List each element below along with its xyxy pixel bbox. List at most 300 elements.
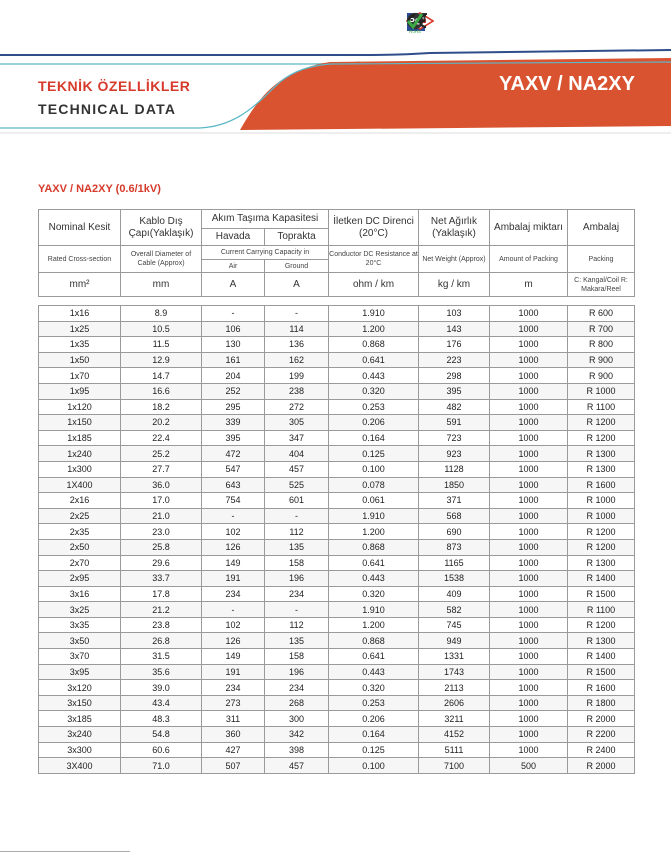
cell-packing: R 2200 [568, 727, 635, 743]
cell-resistance: 0.164 [329, 727, 419, 743]
cell-resistance: 0.868 [329, 633, 419, 649]
cell-amount: 1000 [490, 446, 568, 462]
cell-ground-current: 234 [265, 586, 329, 602]
cell-diameter: 11.5 [121, 337, 202, 353]
cell-weight: 1165 [419, 555, 490, 571]
header-current-carrying: Current Carrying Capacity in [202, 246, 329, 260]
unit-ground: A [265, 273, 329, 297]
table-row [39, 493, 635, 509]
certification-logos [406, 12, 434, 36]
table-row [39, 586, 635, 602]
table-row [39, 477, 635, 493]
cell-weight: 568 [419, 508, 490, 524]
cell-weight: 1128 [419, 461, 490, 477]
cell-packing: R 1200 [568, 430, 635, 446]
svg-text:PC: PC [408, 16, 422, 27]
cell-weight: 7100 [419, 758, 490, 774]
cell-resistance: 1.910 [329, 508, 419, 524]
cell-packing: R 1200 [568, 539, 635, 555]
table-row [39, 742, 635, 758]
cell-resistance: 0.641 [329, 555, 419, 571]
cell-section: 3x185 [39, 711, 121, 727]
cell-resistance: 1.910 [329, 306, 419, 322]
cell-air-current: - [202, 306, 265, 322]
cell-ground-current: 525 [265, 477, 329, 493]
cell-amount: 1000 [490, 383, 568, 399]
table-row [39, 758, 635, 774]
cell-air-current: 472 [202, 446, 265, 462]
header-conductor-resistance: Conductor DC Resistance at 20°C [329, 246, 419, 273]
cell-weight: 103 [419, 306, 490, 322]
cell-section: 1x35 [39, 337, 121, 353]
table-row [39, 555, 635, 571]
cell-packing: R 2000 [568, 711, 635, 727]
header-amount-of-packing: Amount of Packing [490, 246, 568, 273]
cell-air-current: 204 [202, 368, 265, 384]
cell-amount: 1000 [490, 508, 568, 524]
cell-resistance: 0.443 [329, 368, 419, 384]
cell-section: 2x25 [39, 508, 121, 524]
cell-weight: 690 [419, 524, 490, 540]
cell-ground-current: 196 [265, 664, 329, 680]
cell-diameter: 10.5 [121, 321, 202, 337]
cell-diameter: 21.2 [121, 602, 202, 618]
cell-section: 3x70 [39, 649, 121, 665]
table-row [39, 633, 635, 649]
cell-weight: 591 [419, 415, 490, 431]
cell-amount: 1000 [490, 430, 568, 446]
cell-air-current: 191 [202, 664, 265, 680]
unit-air: A [202, 273, 265, 297]
table-row [39, 399, 635, 415]
cell-air-current: 273 [202, 695, 265, 711]
cell-resistance: 0.443 [329, 664, 419, 680]
table-row [39, 602, 635, 618]
table-subtitle: YAXV / NA2XY (0.6/1kV) [38, 183, 161, 195]
table-row [39, 649, 635, 665]
cell-ground-current: 268 [265, 695, 329, 711]
header-rated-cross-section: Rated Cross-section [39, 246, 121, 273]
cell-resistance: 0.206 [329, 415, 419, 431]
table-row [39, 337, 635, 353]
cell-amount: 1000 [490, 727, 568, 743]
cell-resistance: 0.125 [329, 742, 419, 758]
cell-packing: R 1200 [568, 415, 635, 431]
cell-section: 3x95 [39, 664, 121, 680]
header-overall-diameter: Overall Diameter of Cable (Approx) [121, 246, 202, 273]
cell-packing: R 900 [568, 368, 635, 384]
header-packing: Ambalaj [568, 210, 635, 246]
cell-air-current: 295 [202, 399, 265, 415]
cell-diameter: 27.7 [121, 461, 202, 477]
cell-resistance: 0.253 [329, 695, 419, 711]
page-header [0, 0, 671, 140]
cell-amount: 500 [490, 758, 568, 774]
cell-resistance: 0.061 [329, 493, 419, 509]
cell-ground-current: 300 [265, 711, 329, 727]
cell-section: 2x50 [39, 539, 121, 555]
cell-amount: 1000 [490, 321, 568, 337]
cell-section: 1X400 [39, 477, 121, 493]
cell-section: 1x70 [39, 368, 121, 384]
cell-weight: 582 [419, 602, 490, 618]
svg-text:RoHS: RoHS [408, 29, 422, 34]
cell-packing: R 600 [568, 306, 635, 322]
cell-resistance: 0.641 [329, 649, 419, 665]
cell-weight: 1331 [419, 649, 490, 665]
cell-resistance: 0.320 [329, 680, 419, 696]
cell-diameter: 35.6 [121, 664, 202, 680]
header-diameter: Kablo Dış Çapı(Yaklaşık) [121, 210, 202, 246]
header-weight: Net Ağırlık (Yaklaşık) [419, 210, 490, 246]
cell-weight: 143 [419, 321, 490, 337]
cell-diameter: 22.4 [121, 430, 202, 446]
cell-air-current: - [202, 602, 265, 618]
cell-section: 2x95 [39, 571, 121, 587]
cell-diameter: 23.8 [121, 617, 202, 633]
cell-diameter: 20.2 [121, 415, 202, 431]
cell-diameter: 36.0 [121, 477, 202, 493]
cell-weight: 409 [419, 586, 490, 602]
cell-packing: R 1800 [568, 695, 635, 711]
cell-amount: 1000 [490, 633, 568, 649]
cell-section: 3X400 [39, 758, 121, 774]
cell-air-current: 427 [202, 742, 265, 758]
cell-resistance: 1.200 [329, 321, 419, 337]
cell-section: 3x16 [39, 586, 121, 602]
cell-diameter: 17.0 [121, 493, 202, 509]
unit-section: mm² [39, 273, 121, 297]
cell-weight: 2113 [419, 680, 490, 696]
cell-packing: R 1100 [568, 602, 635, 618]
cell-ground-current: 158 [265, 649, 329, 665]
cell-packing: R 1400 [568, 571, 635, 587]
table-row [39, 306, 635, 322]
cell-air-current: 130 [202, 337, 265, 353]
cell-air-current: 126 [202, 633, 265, 649]
cell-air-current: 360 [202, 727, 265, 743]
cell-air-current: 234 [202, 680, 265, 696]
cell-ground-current: 196 [265, 571, 329, 587]
cell-diameter: 31.5 [121, 649, 202, 665]
cell-weight: 482 [419, 399, 490, 415]
cell-resistance: 0.641 [329, 352, 419, 368]
cell-ground-current: 398 [265, 742, 329, 758]
cell-ground-current: 347 [265, 430, 329, 446]
table-row [39, 727, 635, 743]
cell-diameter: 16.6 [121, 383, 202, 399]
cell-amount: 1000 [490, 649, 568, 665]
cell-weight: 3211 [419, 711, 490, 727]
table-row [39, 321, 635, 337]
table-header [39, 210, 635, 297]
cell-diameter: 12.9 [121, 352, 202, 368]
cell-weight: 873 [419, 539, 490, 555]
table-row [39, 711, 635, 727]
cell-air-current: 102 [202, 524, 265, 540]
cell-packing: R 1100 [568, 399, 635, 415]
cell-diameter: 29.6 [121, 555, 202, 571]
unit-weight: kg / km [419, 273, 490, 297]
cell-diameter: 18.2 [121, 399, 202, 415]
cell-packing: R 1200 [568, 524, 635, 540]
cell-resistance: 0.320 [329, 383, 419, 399]
cell-ground-current: 342 [265, 727, 329, 743]
cell-amount: 1000 [490, 524, 568, 540]
cell-resistance: 0.078 [329, 477, 419, 493]
cell-section: 3x50 [39, 633, 121, 649]
table-row [39, 539, 635, 555]
cell-weight: 1850 [419, 477, 490, 493]
header-resistance: İletken DC Direnci (20°C) [329, 210, 419, 246]
cell-air-current: 339 [202, 415, 265, 431]
table-row [39, 695, 635, 711]
table-row [39, 524, 635, 540]
table-row [39, 617, 635, 633]
cell-air-current: 149 [202, 649, 265, 665]
cell-amount: 1000 [490, 493, 568, 509]
cell-packing: R 1300 [568, 555, 635, 571]
cell-section: 1x50 [39, 352, 121, 368]
cell-diameter: 25.8 [121, 539, 202, 555]
cell-amount: 1000 [490, 742, 568, 758]
cell-air-current: 102 [202, 617, 265, 633]
cell-section: 1x16 [39, 306, 121, 322]
header-packing-amount: Ambalaj miktarı [490, 210, 568, 246]
cell-resistance: 0.253 [329, 399, 419, 415]
cell-air-current: 126 [202, 539, 265, 555]
cell-weight: 298 [419, 368, 490, 384]
cell-amount: 1000 [490, 415, 568, 431]
cell-amount: 1000 [490, 306, 568, 322]
cell-resistance: 0.443 [329, 571, 419, 587]
cell-weight: 1538 [419, 571, 490, 587]
header-current-capacity: Akım Taşıma Kapasitesi [202, 210, 329, 229]
cell-ground-current: 136 [265, 337, 329, 353]
header-air-en: Air [202, 260, 265, 273]
cell-packing: R 1500 [568, 586, 635, 602]
cell-diameter: 23.0 [121, 524, 202, 540]
cell-section: 3x25 [39, 602, 121, 618]
header-nominal-section: Nominal Kesit [39, 210, 121, 246]
cell-amount: 1000 [490, 368, 568, 384]
cell-weight: 371 [419, 493, 490, 509]
header-graphic [0, 0, 671, 140]
cell-packing: R 1400 [568, 649, 635, 665]
cell-air-current: 643 [202, 477, 265, 493]
cell-amount: 1000 [490, 711, 568, 727]
cell-diameter: 21.0 [121, 508, 202, 524]
cell-section: 3x120 [39, 680, 121, 696]
cell-ground-current: 238 [265, 383, 329, 399]
cell-resistance: 0.868 [329, 539, 419, 555]
table-body [39, 306, 635, 774]
cell-packing: R 1000 [568, 508, 635, 524]
cell-diameter: 43.4 [121, 695, 202, 711]
cell-air-current: 754 [202, 493, 265, 509]
cell-resistance: 0.868 [329, 337, 419, 353]
table-row [39, 664, 635, 680]
cell-section: 1x25 [39, 321, 121, 337]
cell-ground-current: 135 [265, 539, 329, 555]
cell-packing: R 1000 [568, 493, 635, 509]
cell-diameter: 25.2 [121, 446, 202, 462]
cell-resistance: 0.125 [329, 446, 419, 462]
cell-amount: 1000 [490, 664, 568, 680]
cell-amount: 1000 [490, 539, 568, 555]
cell-weight: 176 [419, 337, 490, 353]
cell-diameter: 39.0 [121, 680, 202, 696]
table-row [39, 368, 635, 384]
table-row [39, 383, 635, 399]
cell-packing: R 1600 [568, 477, 635, 493]
cell-resistance: 1.200 [329, 617, 419, 633]
cell-amount: 1000 [490, 337, 568, 353]
cell-weight: 5111 [419, 742, 490, 758]
cell-weight: 2606 [419, 695, 490, 711]
cell-ground-current: 114 [265, 321, 329, 337]
table-row [39, 508, 635, 524]
cell-weight: 923 [419, 446, 490, 462]
cell-air-current: 311 [202, 711, 265, 727]
packing-legend: C: Kangal/Coil R: Makara/Reel [568, 273, 635, 297]
cell-air-current: 161 [202, 352, 265, 368]
cell-packing: R 1600 [568, 680, 635, 696]
cell-amount: 1000 [490, 602, 568, 618]
cell-packing: R 1500 [568, 664, 635, 680]
cell-amount: 1000 [490, 555, 568, 571]
cell-ground-current: 199 [265, 368, 329, 384]
unit-diameter: mm [121, 273, 202, 297]
header-air: Havada [202, 229, 265, 246]
cell-resistance: 0.164 [329, 430, 419, 446]
cell-ground-current: 457 [265, 758, 329, 774]
cell-ground-current: - [265, 306, 329, 322]
title-english: TECHNICAL DATA [38, 101, 177, 117]
cell-ground-current: 112 [265, 617, 329, 633]
cell-section: 1x120 [39, 399, 121, 415]
header-packing-en: Packing [568, 246, 635, 273]
cell-weight: 223 [419, 352, 490, 368]
cell-section: 1x300 [39, 461, 121, 477]
cell-ground-current: 404 [265, 446, 329, 462]
cell-packing: R 1000 [568, 383, 635, 399]
table-row [39, 461, 635, 477]
cell-ground-current: 112 [265, 524, 329, 540]
cell-section: 3x240 [39, 727, 121, 743]
title-turkish: TEKNİK ÖZELLİKLER [38, 78, 191, 94]
cell-amount: 1000 [490, 352, 568, 368]
cell-ground-current: 135 [265, 633, 329, 649]
cell-resistance: 0.320 [329, 586, 419, 602]
cell-packing: R 1300 [568, 461, 635, 477]
cell-amount: 1000 [490, 477, 568, 493]
cell-resistance: 0.206 [329, 711, 419, 727]
cell-ground-current: 305 [265, 415, 329, 431]
cell-diameter: 48.3 [121, 711, 202, 727]
cell-diameter: 17.8 [121, 586, 202, 602]
cell-air-current: 149 [202, 555, 265, 571]
cell-diameter: 8.9 [121, 306, 202, 322]
table-row [39, 352, 635, 368]
cell-section: 1x95 [39, 383, 121, 399]
cell-section: 1x150 [39, 415, 121, 431]
cell-air-current: 234 [202, 586, 265, 602]
footer-line [0, 851, 130, 852]
cell-weight: 723 [419, 430, 490, 446]
cell-resistance: 1.910 [329, 602, 419, 618]
cell-air-current: 252 [202, 383, 265, 399]
cell-amount: 1000 [490, 680, 568, 696]
cell-air-current: 191 [202, 571, 265, 587]
cell-air-current: 395 [202, 430, 265, 446]
cell-diameter: 71.0 [121, 758, 202, 774]
cell-air-current: - [202, 508, 265, 524]
cell-section: 3x150 [39, 695, 121, 711]
cell-ground-current: - [265, 508, 329, 524]
cell-ground-current: 601 [265, 493, 329, 509]
table-gap [39, 297, 635, 306]
cell-diameter: 26.8 [121, 633, 202, 649]
cell-amount: 1000 [490, 695, 568, 711]
cell-section: 3x300 [39, 742, 121, 758]
cell-weight: 395 [419, 383, 490, 399]
cell-air-current: 547 [202, 461, 265, 477]
cell-section: 2x70 [39, 555, 121, 571]
cell-section: 2x16 [39, 493, 121, 509]
unit-resistance: ohm / km [329, 273, 419, 297]
cell-ground-current: - [265, 602, 329, 618]
cell-packing: R 1300 [568, 633, 635, 649]
table-row [39, 680, 635, 696]
table-row [39, 571, 635, 587]
table-row [39, 415, 635, 431]
cell-air-current: 106 [202, 321, 265, 337]
cell-ground-current: 272 [265, 399, 329, 415]
cell-amount: 1000 [490, 617, 568, 633]
cell-ground-current: 162 [265, 352, 329, 368]
cell-diameter: 60.6 [121, 742, 202, 758]
unit-amount: m [490, 273, 568, 297]
cell-section: 1x240 [39, 446, 121, 462]
cell-weight: 949 [419, 633, 490, 649]
cell-packing: R 700 [568, 321, 635, 337]
cell-air-current: 507 [202, 758, 265, 774]
header-ground: Toprakta [265, 229, 329, 246]
product-name: YAXV / NA2XY [499, 73, 635, 95]
table-row [39, 430, 635, 446]
header-ground-en: Ground [265, 260, 329, 273]
cell-packing: R 2400 [568, 742, 635, 758]
cell-resistance: 0.100 [329, 758, 419, 774]
cell-amount: 1000 [490, 571, 568, 587]
cell-ground-current: 158 [265, 555, 329, 571]
cell-resistance: 0.100 [329, 461, 419, 477]
cell-section: 1x185 [39, 430, 121, 446]
cell-diameter: 14.7 [121, 368, 202, 384]
cell-packing: R 2000 [568, 758, 635, 774]
cell-packing: R 1200 [568, 617, 635, 633]
cell-packing: R 800 [568, 337, 635, 353]
cell-weight: 4152 [419, 727, 490, 743]
cell-packing: R 1300 [568, 446, 635, 462]
cell-section: 2x35 [39, 524, 121, 540]
table-row [39, 446, 635, 462]
technical-data-table [38, 209, 635, 774]
cell-amount: 1000 [490, 461, 568, 477]
cell-packing: R 900 [568, 352, 635, 368]
cell-amount: 1000 [490, 399, 568, 415]
